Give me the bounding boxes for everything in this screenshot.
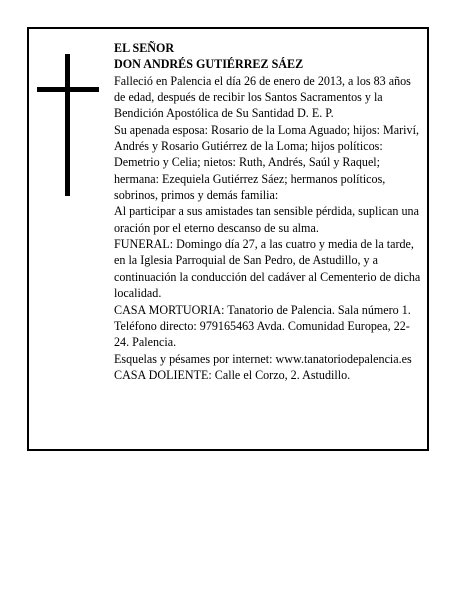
funeral-home-paragraph: CASA MORTUORIA: Tanatorio de Palencia. Sala número 1. Teléfono directo: 979165463 Avda. Comunidad Europea, 22-24. Palencia. [114, 302, 411, 350]
heading-title: EL SEÑOR [114, 41, 175, 55]
family-paragraph: Su apenada esposa: Rosario de la Loma Aguado; hijos: Mariví, Andrés y Rosario Gutiérrez de la Loma; hijos políticos: Demetrio y Celia; nietos: Ruth, Andrés, Saúl y Raquel; hermana: Ezequiela Gutiérrez Sáez; hermanos políticos, sobrinos, primos y demás familia: [114, 122, 419, 203]
death-announcement-paragraph: Falleció en Palencia el día 26 de enero de 2013, a los 83 años de edad, después de recibir los Santos Sacramentos y la Bendición Apostólica de Su Santidad D. E. P. [114, 73, 411, 121]
funeral-details-paragraph: FUNERAL: Domingo día 27, a las cuatro y media de la tarde, en la Iglesia Parroquial de San Pedro, de Astudillo, y a continuación la conducción del cadáver al Cementerio de dicha localidad. [114, 237, 421, 301]
cross-horizontal-bar [37, 87, 99, 92]
cross-vertical-bar [65, 54, 70, 196]
prayer-request-paragraph: Al participar a sus amistades tan sensible pérdida, suplican una oración por el eterno descanso de su alma. [114, 204, 419, 235]
latin-cross-icon [37, 54, 99, 196]
family-residence-paragraph: CASA DOLIENTE: Calle el Corzo, 2. Astudillo. [114, 367, 351, 382]
online-condolences-paragraph: Esquelas y pésames por internet: www.tanatoriodepalencia.es [114, 351, 412, 366]
obituary-text [114, 40, 424, 383]
deceased-name: DON ANDRÉS GUTIÉRREZ SÁEZ [114, 57, 304, 72]
